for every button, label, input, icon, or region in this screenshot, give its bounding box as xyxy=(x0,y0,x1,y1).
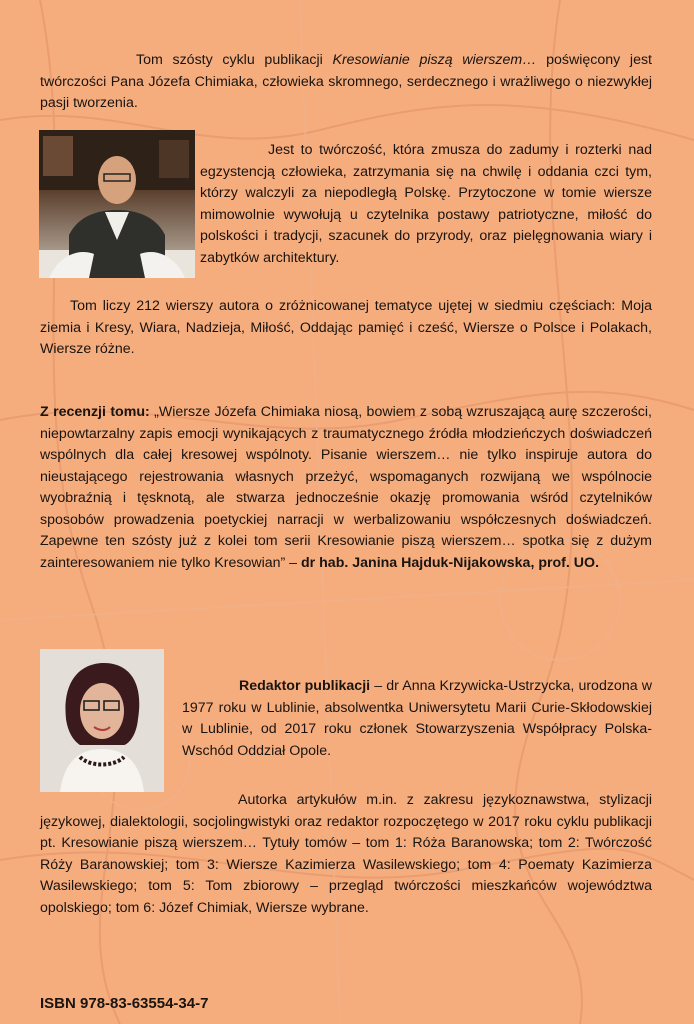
intro-rest: poświęcony jest twórczości Pana Józefa Chimiaka, człowieka skromnego, serdecznego i wrażliwego o niezwykłej pasji tworzenia. xyxy=(40,52,652,111)
review-quote: „Wiersze Józefa Chimiaka niosą, bowiem z sobą wzruszającą aurę szczerości, niepowtarzalny zapis emocji wynikających z traumatycznego źródła młodzieńczych doświadczeń wspólnych dla całej kresowej wspólnoty. Pisanie wierszem… nie tylko inspiruje autora do nieustającego rejestrowania własnych przeżyć, wspomaganych rozwijaną we wspólnocie wyobraźnią i tęsknotą, ale stwarza jednocześnie okazję promowania wśród czytelników sposobów prowadzenia poetyckiej narracji w werbalizowaniu współczesnych doświadczeń. Zapewne ten szósty już z kolei tom serii Kresowianie piszą wierszem… spotka się z dużym zainteresowaniem nie tylko Kresowian” – xyxy=(40,404,652,571)
series-title: Kresowianie piszą wierszem… xyxy=(332,52,537,68)
editor-bio: – dr Anna Krzywicka-Ustrzycka, urodzona w 1977 roku w Lublinie, absolwentka Uniwersytetu Marii Curie-Skłodowskiej w Lublinie, od 2017 roku członek Stowarzyszenia Współpracy Polska-Wschód Oddział Opole. xyxy=(182,678,652,759)
editor-works-paragraph: Autorka artykułów m.in. z zakresu językoznawstwa, stylizacji językowej, dialektologii, socjolingwistyki oraz redaktor rozpoczętego w 2017 roku cyklu publikacji pt. Kresowianie piszą wierszem… Tytuły tomów – tom 1: Róża Baranowska; tom 2: Twórczość Róży Baranowskiej; tom 3: Wiersze Kazimierza Wasilewskiego; tom 4: Poematy Kazimierza Wasilewskiego; tom 5: Tom zbiorowy – przegląd twórczości mieszkańców województwa opolskiego; tom 6: Józef Chimiak, Wiersze wybrane. xyxy=(40,792,652,916)
editor-paragraph xyxy=(182,676,652,762)
description-paragraph: Jest to twórczość, która zmusza do zadumy i rozterki nad egzystencją człowieka, zatrzymania się na chwilę i oddania czci tym, którzy walczyli za niepodległą Polskę. Przytoczone w tomie wiersze mimowolnie wywołują u czytelnika postawy patriotyczne, miłość do polskości i tradycji, szacunek do przyrody, oraz pielęgnowania wiary i zabytków architektury. xyxy=(200,142,652,266)
review-label: Z recenzji tomu: xyxy=(40,404,150,420)
isbn-number: ISBN 978-83-63554-34-7 xyxy=(40,995,209,1012)
intro-paragraph xyxy=(40,50,652,115)
editor-photo xyxy=(40,649,164,792)
editor-label: Redaktor publikacji xyxy=(239,678,371,694)
volume-info-paragraph: Tom liczy 212 wierszy autora o zróżnicowanej tematyce ujętej w siedmiu częściach: Moja ziemia i Kresy, Wiara, Nadzieja, Miłość, Oddając pamięć i cześć, Wiersze o Polsce i Polakach, Wiersze różne. xyxy=(40,298,652,357)
review-paragraph xyxy=(40,402,652,574)
author-photo xyxy=(39,130,195,278)
reviewer-name: dr hab. Janina Hajduk-Nijakowska, prof. UO. xyxy=(301,554,600,571)
intro-lead: Tom szósty cyklu publikacji xyxy=(136,52,333,68)
